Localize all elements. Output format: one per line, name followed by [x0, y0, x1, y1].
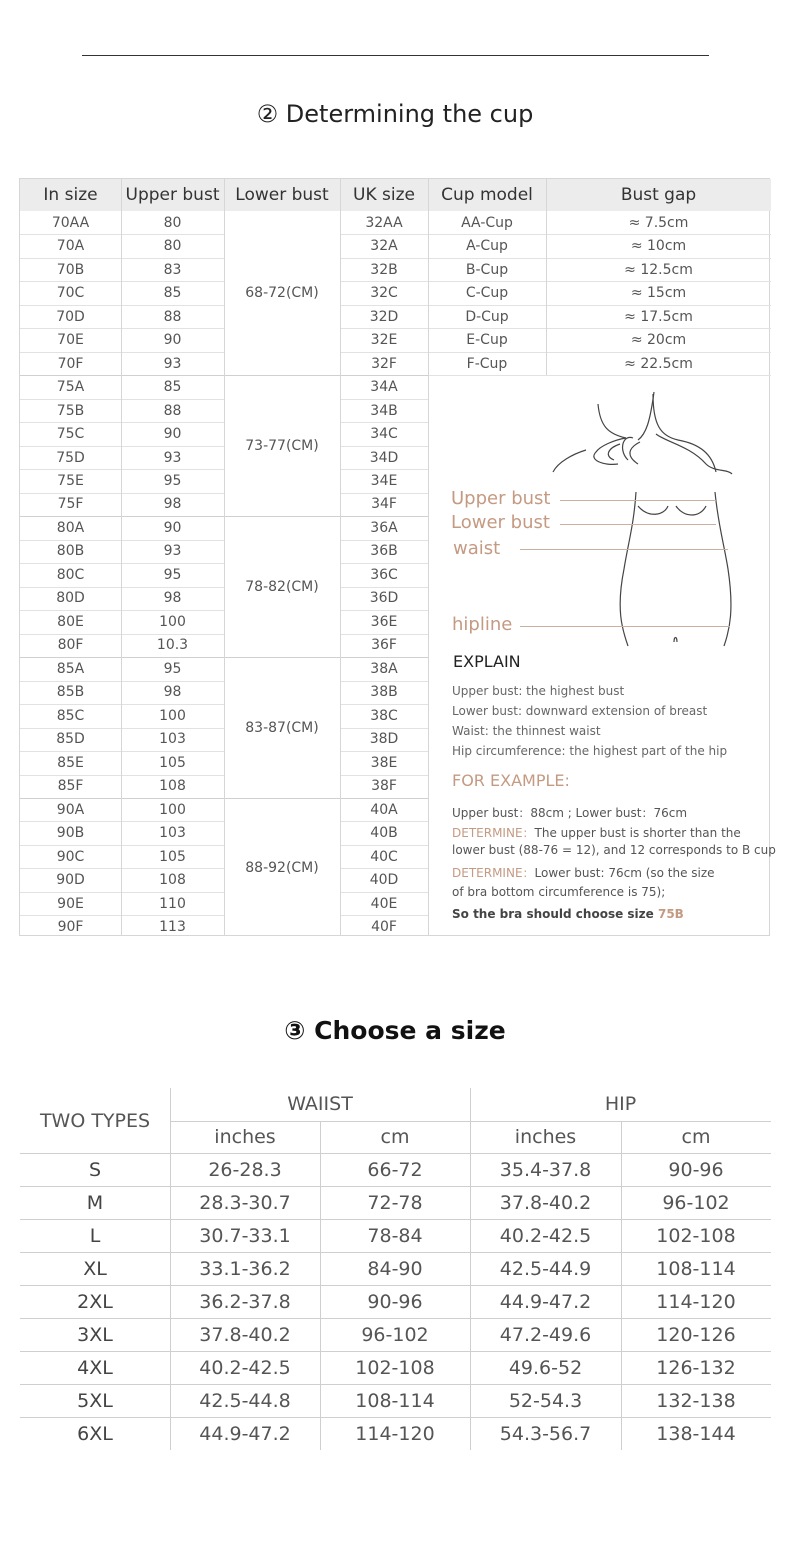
in-size-cell: 70C	[56, 285, 85, 302]
row-divider	[20, 493, 224, 494]
row-divider	[20, 704, 224, 705]
size-value: 26-28.3	[208, 1158, 282, 1181]
column-divider	[340, 179, 341, 935]
explain-line: Waist: the thinnest waist	[452, 724, 601, 738]
lower-bust-pointer	[560, 524, 716, 525]
size-label: M	[86, 1191, 104, 1214]
uk-size-cell: 40C	[370, 848, 398, 865]
cup-header-cell: Upper bust	[121, 179, 224, 211]
size-value: 102-108	[656, 1224, 736, 1247]
example-title: FOR EXAMPLE:	[452, 771, 570, 790]
determine-line-2b: of bra bottom circumference is 75);	[452, 885, 666, 899]
upper-bust-cell: 85	[163, 379, 182, 396]
in-size-cell: 90F	[57, 919, 84, 936]
upper-bust-cell: 105	[159, 848, 186, 865]
waist-pointer	[520, 549, 728, 550]
row-divider	[340, 563, 428, 564]
uk-size-cell: 36C	[370, 566, 398, 583]
row-divider	[20, 634, 224, 635]
upper-bust-cell: 113	[159, 919, 186, 936]
upper-bust-cell: 93	[163, 543, 182, 560]
uk-size-cell: 40D	[369, 872, 399, 889]
row-divider	[20, 234, 224, 235]
column-divider	[621, 1121, 622, 1450]
uk-size-cell: 40E	[370, 895, 398, 912]
upper-bust-cell: 93	[163, 449, 182, 466]
uk-size-cell: 38F	[371, 778, 397, 795]
conclusion-text: So the bra should choose size	[452, 907, 658, 921]
in-size-cell: 75F	[57, 496, 84, 513]
column-divider	[546, 179, 547, 375]
in-size-cell: 90B	[56, 825, 85, 842]
size-value: 138-144	[656, 1422, 736, 1445]
row-divider	[20, 563, 224, 564]
upper-bust-cell: 108	[159, 872, 186, 889]
size-value: 114-120	[355, 1422, 435, 1445]
upper-bust-label: Upper bust	[451, 488, 551, 509]
upper-bust-cell: 90	[163, 519, 182, 536]
row-divider	[340, 775, 428, 776]
in-size-cell: 85D	[56, 731, 85, 748]
uk-size-cell: 32E	[370, 332, 398, 349]
upper-bust-cell: 103	[159, 825, 186, 842]
row-divider	[20, 540, 224, 541]
upper-bust-cell: 108	[159, 778, 186, 795]
in-size-cell: 75A	[56, 379, 85, 396]
uk-size-cell: 36A	[370, 519, 398, 536]
size-value: 90-96	[668, 1158, 724, 1181]
size-value: 47.2-49.6	[499, 1323, 592, 1346]
determine-label: DETERMINE：	[452, 866, 535, 880]
in-size-cell: 85B	[56, 684, 85, 701]
row-divider	[20, 892, 224, 893]
column-divider	[470, 1088, 471, 1450]
upper-bust-cell: 105	[159, 754, 186, 771]
size-value: 44.9-47.2	[499, 1290, 592, 1313]
row-divider	[340, 446, 428, 447]
row-divider	[20, 281, 224, 282]
column-divider	[428, 179, 429, 935]
in-size-cell: 70AA	[51, 214, 90, 231]
size-value: 30.7-33.1	[199, 1224, 291, 1247]
hip-header: HIP	[604, 1093, 637, 1115]
upper-bust-cell: 85	[163, 285, 182, 302]
determine-label: DETERMINE：	[452, 826, 535, 840]
row-divider	[340, 751, 428, 752]
hipline-pointer	[520, 626, 730, 627]
uk-size-cell: 40F	[371, 919, 397, 936]
row-divider	[340, 493, 428, 494]
size-value: 49.6-52	[508, 1356, 583, 1379]
cup-header-cell: UK size	[340, 179, 428, 211]
size-value: 72-78	[367, 1191, 423, 1214]
row-divider	[20, 352, 224, 353]
row-divider	[20, 681, 224, 682]
in-size-cell: 90E	[57, 895, 84, 912]
column-divider	[320, 1121, 321, 1450]
lower-bust-group-cell: 83-87(CM)	[245, 719, 319, 736]
uk-size-cell: 32C	[370, 285, 398, 302]
size-value: 28.3-30.7	[199, 1191, 291, 1214]
column-divider	[170, 1088, 171, 1450]
size-value: 102-108	[355, 1356, 435, 1379]
type-header: TWO TYPES	[39, 1109, 151, 1132]
size-label: 2XL	[77, 1290, 113, 1313]
bust-gap-cell: ≈ 10cm	[630, 238, 687, 255]
cup-size-table	[19, 178, 776, 936]
size-value: 35.4-37.8	[499, 1158, 592, 1181]
example-measurements: Upper bust：88cm ; Lower bust：76cm	[452, 806, 688, 820]
in-size-cell: 80B	[56, 543, 85, 560]
uk-size-cell: 36F	[371, 637, 397, 654]
section-title-cup: ② Determining the cup	[256, 100, 534, 128]
upper-bust-cell: 88	[163, 402, 182, 419]
in-size-cell: 75D	[56, 449, 85, 466]
upper-bust-cell: 83	[163, 261, 182, 278]
in-size-cell: 75E	[57, 473, 84, 489]
bust-gap-cell: ≈ 17.5cm	[624, 308, 693, 325]
size-value: 66-72	[367, 1158, 423, 1181]
size-value: 33.1-36.2	[199, 1257, 291, 1280]
lower-bust-group-cell: 73-77(CM)	[245, 437, 319, 454]
top-divider	[82, 55, 709, 56]
row-divider	[340, 634, 428, 635]
size-value: 37.8-40.2	[199, 1323, 291, 1346]
uk-size-cell: 38D	[369, 731, 399, 748]
row-divider	[340, 704, 428, 705]
lower-bust-group-cell: 88-92(CM)	[245, 860, 319, 877]
upper-bust-cell: 103	[159, 731, 186, 748]
cup-model-cell: B-Cup	[465, 261, 509, 278]
uk-size-cell: 32B	[370, 261, 398, 278]
row-divider	[340, 469, 428, 470]
upper-bust-cell: 80	[163, 238, 182, 255]
row-divider	[20, 328, 224, 329]
cup-header-cell: Bust gap	[546, 179, 771, 211]
upper-bust-cell: 98	[163, 684, 182, 701]
in-size-cell: 75C	[56, 426, 85, 443]
row-divider	[20, 915, 224, 916]
size-label: 5XL	[77, 1389, 113, 1412]
column-divider	[121, 179, 122, 935]
size-value: 126-132	[656, 1356, 736, 1379]
row-divider	[20, 258, 224, 259]
lower-bust-group-cell: 68-72(CM)	[245, 285, 319, 302]
row-divider	[340, 587, 428, 588]
in-size-cell: 90C	[56, 848, 85, 865]
size-label: XL	[83, 1257, 107, 1280]
cup-header-cell: Cup model	[428, 179, 546, 211]
size-label: S	[88, 1158, 102, 1181]
uk-size-cell: 38B	[370, 684, 398, 701]
size-value: 52-54.3	[508, 1389, 583, 1412]
lower-bust-group-cell: 78-82(CM)	[245, 578, 319, 595]
uk-size-cell: 34C	[370, 426, 398, 443]
in-size-cell: 75B	[56, 402, 85, 419]
uk-size-cell: 38A	[370, 660, 398, 677]
in-size-cell: 80E	[57, 613, 84, 630]
upper-bust-cell: 100	[159, 801, 186, 818]
row-divider	[340, 915, 428, 916]
in-size-cell: 70F	[57, 355, 84, 372]
in-size-cell: 90A	[56, 801, 85, 818]
upper-bust-cell: 95	[163, 660, 182, 677]
row-divider	[340, 868, 428, 869]
uk-size-cell: 38C	[370, 707, 398, 724]
cup-model-cell: A-Cup	[466, 238, 508, 255]
row-divider	[20, 845, 224, 846]
determine-line-2	[452, 864, 715, 881]
in-size-cell: 70B	[56, 261, 85, 278]
cup-header-cell: Lower bust	[224, 179, 340, 211]
uk-size-cell: 40B	[370, 825, 398, 842]
size-value: 40.2-42.5	[199, 1356, 291, 1379]
size-value: 42.5-44.9	[499, 1257, 592, 1280]
upper-bust-cell: 98	[163, 496, 182, 513]
size-value: 96-102	[662, 1191, 730, 1214]
recommended-size: 75B	[657, 907, 684, 921]
hipline-label: hipline	[452, 614, 513, 635]
cup-model-cell: F-Cup	[466, 355, 508, 372]
unit-subheader: cm	[681, 1126, 711, 1148]
size-label: 3XL	[77, 1323, 113, 1346]
unit-subheader: cm	[380, 1126, 410, 1148]
cup-model-cell: AA-Cup	[461, 214, 513, 231]
uk-size-cell: 34E	[370, 473, 398, 489]
uk-size-cell: 32AA	[365, 214, 403, 231]
row-divider	[340, 610, 428, 611]
row-divider	[20, 422, 224, 423]
column-divider	[224, 179, 225, 935]
determine-line-1b: lower bust (88-76 = 12), and 12 corresponds to B cup	[452, 843, 776, 857]
uk-size-cell: 36D	[369, 590, 399, 607]
cup-header-cell: In size	[20, 179, 121, 211]
size-value: 37.8-40.2	[499, 1191, 592, 1214]
determine-text: Lower bust: 76cm (so the size	[534, 866, 715, 880]
size-label: 6XL	[77, 1422, 113, 1445]
upper-bust-cell: 100	[159, 613, 186, 630]
uk-size-cell: 32A	[370, 238, 398, 255]
upper-bust-cell: 90	[163, 426, 182, 443]
bust-gap-cell: ≈ 12.5cm	[624, 261, 693, 278]
row-divider	[340, 540, 428, 541]
bust-gap-cell: ≈ 7.5cm	[628, 214, 689, 231]
in-size-cell: 80F	[57, 637, 84, 654]
bust-gap-cell: ≈ 15cm	[630, 285, 687, 302]
row-divider	[20, 305, 224, 306]
size-value: 90-96	[367, 1290, 423, 1313]
size-value: 36.2-37.8	[199, 1290, 291, 1313]
row-divider	[20, 446, 224, 447]
cup-model-cell: E-Cup	[466, 332, 508, 349]
size-value: 132-138	[656, 1389, 736, 1412]
size-value: 114-120	[656, 1290, 736, 1313]
row-divider	[428, 375, 771, 376]
upper-bust-cell: 110	[159, 895, 186, 912]
row-divider	[340, 681, 428, 682]
row-divider	[340, 728, 428, 729]
size-value: 120-126	[656, 1323, 736, 1346]
uk-size-cell: 32F	[371, 355, 397, 372]
upper-bust-cell: 95	[163, 566, 182, 583]
explain-line: Upper bust: the highest bust	[452, 684, 625, 698]
row-divider	[340, 821, 428, 822]
explain-line: Lower bust: downward extension of breast	[452, 704, 708, 718]
in-size-cell: 80C	[56, 566, 85, 583]
waist-header: WAIIST	[287, 1093, 353, 1115]
uk-size-cell: 36B	[370, 543, 398, 560]
row-divider	[20, 751, 224, 752]
size-value: 42.5-44.8	[199, 1389, 291, 1412]
uk-size-cell: 34D	[369, 449, 399, 466]
upper-bust-pointer	[560, 500, 716, 501]
lower-bust-label: Lower bust	[451, 512, 550, 533]
uk-size-cell: 34F	[371, 496, 397, 513]
row-divider	[20, 610, 224, 611]
row-divider	[20, 469, 224, 470]
uk-size-cell: 34A	[370, 379, 398, 396]
size-value: 108-114	[355, 1389, 435, 1412]
in-size-cell: 85E	[57, 754, 84, 771]
uk-size-cell: 36E	[370, 613, 398, 630]
in-size-cell: 85F	[57, 778, 84, 795]
upper-bust-cell: 93	[163, 355, 182, 372]
uk-size-cell: 34B	[370, 402, 398, 419]
upper-bust-cell: 95	[163, 473, 182, 489]
cup-model-cell: C-Cup	[465, 285, 509, 302]
uk-size-cell: 38E	[370, 754, 398, 771]
explain-panel	[428, 374, 776, 935]
in-size-cell: 90D	[56, 872, 85, 889]
uk-size-cell: 32D	[369, 308, 399, 325]
in-size-cell: 85A	[56, 660, 85, 677]
in-size-cell: 85C	[56, 707, 85, 724]
row-divider	[20, 728, 224, 729]
size-label: L	[89, 1224, 101, 1247]
in-size-cell: 80A	[56, 519, 85, 536]
explain-title: EXPLAIN	[453, 652, 521, 671]
row-divider	[340, 892, 428, 893]
row-divider	[20, 868, 224, 869]
row-divider	[20, 821, 224, 822]
unit-subheader: inches	[514, 1126, 577, 1148]
size-value: 84-90	[367, 1257, 423, 1280]
cup-model-cell: D-Cup	[465, 308, 509, 325]
upper-bust-cell: 10.3	[156, 637, 189, 654]
section-title-size: ③ Choose a size	[284, 1016, 506, 1045]
in-size-cell: 70A	[56, 238, 85, 255]
size-value: 108-114	[656, 1257, 736, 1280]
size-value: 96-102	[361, 1323, 429, 1346]
upper-bust-cell: 90	[163, 332, 182, 349]
upper-bust-cell: 88	[163, 308, 182, 325]
row-divider	[340, 845, 428, 846]
in-size-cell: 70E	[57, 332, 84, 349]
size-value: 40.2-42.5	[499, 1224, 592, 1247]
explain-line: Hip circumference: the highest part of the hip	[452, 744, 728, 758]
determine-line-1	[452, 824, 741, 841]
row-divider	[20, 587, 224, 588]
conclusion	[452, 907, 684, 921]
bust-gap-cell: ≈ 22.5cm	[624, 355, 693, 372]
row-divider	[20, 399, 224, 400]
unit-subheader: inches	[214, 1126, 276, 1148]
upper-bust-cell: 98	[163, 590, 182, 607]
upper-bust-cell: 80	[163, 214, 182, 231]
bust-gap-cell: ≈ 20cm	[630, 332, 687, 349]
in-size-cell: 70D	[56, 308, 85, 325]
determine-text: The upper bust is shorter than the	[534, 826, 741, 840]
size-value: 54.3-56.7	[499, 1422, 592, 1445]
row-divider	[20, 775, 224, 776]
size-value: 78-84	[367, 1224, 423, 1247]
upper-bust-cell: 100	[159, 707, 186, 724]
waist-label: waist	[453, 538, 501, 559]
in-size-cell: 80D	[56, 590, 85, 607]
row-divider	[340, 422, 428, 423]
row-divider	[340, 399, 428, 400]
size-label: 4XL	[77, 1356, 113, 1379]
size-value: 44.9-47.2	[199, 1422, 291, 1445]
uk-size-cell: 40A	[370, 801, 398, 818]
